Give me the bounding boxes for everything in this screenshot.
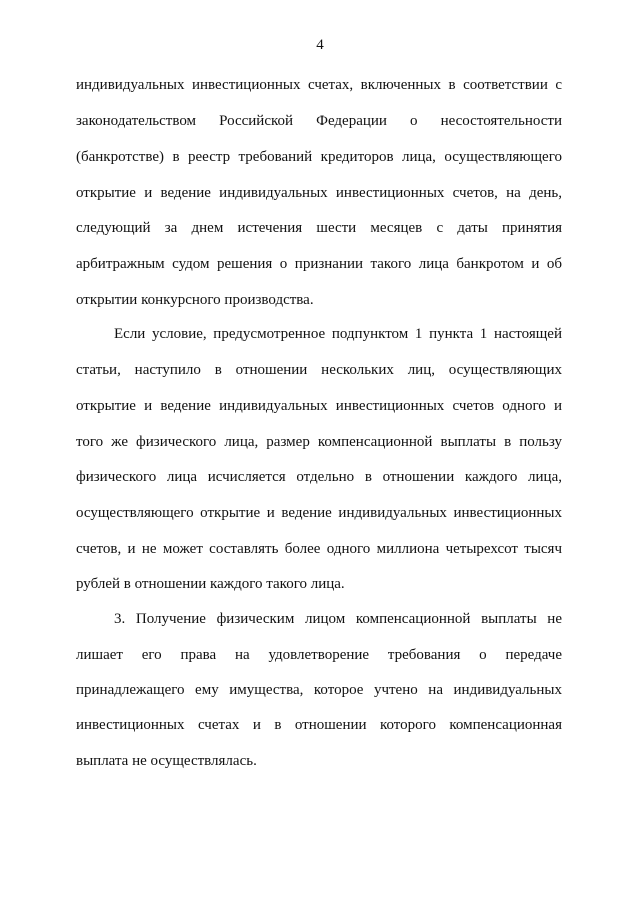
paragraph-2-line-5: физического лица исчисляется отдельно в отношении каждого лица, [76,469,562,485]
paragraph-2-line-2: статьи, наступило в отношении нескольких лиц, осуществляющих [76,362,562,378]
paragraph-3-line-1: 3. Получение физическим лицом компенсационной выплаты не [114,611,562,627]
paragraph-2-line-4: того же физического лица, размер компенсационной выплаты в пользу [76,434,562,450]
paragraph-2-line-7: счетов, и не может составлять более одного миллиона четырехсот тысяч [76,541,562,557]
page-number: 4 [316,37,324,53]
paragraph-1-line-6: арбитражным судом решения о признании такого лица банкротом и об [76,256,562,272]
paragraph-3-line-3: принадлежащего ему имущества, которое учтено на индивидуальных [76,682,562,698]
paragraph-1-line-7: открытии конкурсного производства. [76,292,314,308]
paragraph-1-line-3: (банкротстве) в реестр требований кредиторов лица, осуществляющего [76,149,562,165]
paragraph-1-line-1: индивидуальных инвестиционных счетах, включенных в соответствии с [76,77,562,93]
paragraph-1-line-2: законодательством Российской Федерации о несостоятельности [76,113,562,129]
paragraph-3-line-2: лишает его права на удовлетворение требования о передаче [76,647,562,663]
paragraph-2-line-1: Если условие, предусмотренное подпунктом 1 пункта 1 настоящей [114,326,562,342]
paragraph-3-line-4: инвестиционных счетах и в отношении которого компенсационная [76,717,562,733]
paragraph-3-line-5: выплата не осуществлялась. [76,753,257,769]
paragraph-1-line-5: следующий за днем истечения шести месяцев с даты принятия [76,220,562,236]
paragraph-2-line-8: рублей в отношении каждого такого лица. [76,576,345,592]
paragraph-2-line-3: открытие и ведение индивидуальных инвестиционных счетов одного и [76,398,562,414]
paragraph-2-line-6: осуществляющего открытие и ведение индивидуальных инвестиционных [76,505,562,521]
paragraph-1-line-4: открытие и ведение индивидуальных инвестиционных счетов, на день, [76,185,562,201]
